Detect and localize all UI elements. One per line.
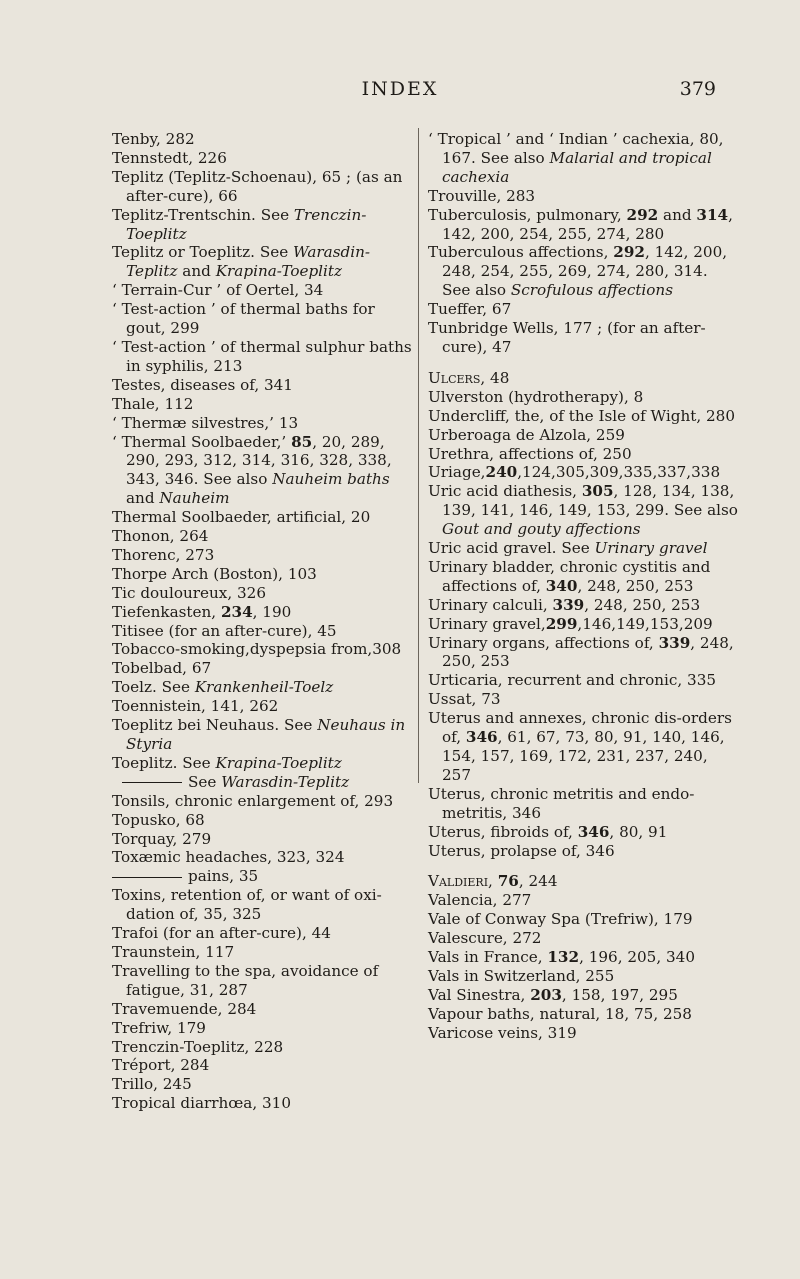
index-entry: Teplitz (Teplitz-Schoenau), 65 ; (as an after-cure), 66 — [112, 167, 403, 205]
page-title: INDEX — [361, 78, 439, 100]
index-entry: Uterus, fibroids of, 346, 80, 91 — [428, 822, 668, 841]
index-entry: Valencia, 277 — [428, 891, 532, 910]
index-entry: Vals in France, 132, 196, 205, 340 — [428, 948, 695, 967]
index-entry: Tunbridge Wells, 177 ; (for an after-cure), 47 — [428, 319, 706, 356]
index-entry: Thermal Soolbaeder, artificial, 20 — [112, 508, 371, 527]
index-entry: ‘ Test-action ’ of thermal sulphur baths in syphilis, 213 — [112, 337, 412, 375]
index-entry: Tobelbad, 67 — [112, 659, 212, 678]
index-entry: Urberoaga de Alzola, 259 — [428, 425, 625, 444]
index-entry: ‘ Thermæ silvestres,’ 13 — [112, 413, 299, 432]
index-entry: Thorpe Arch (Boston), 103 — [112, 564, 317, 583]
index-entry: Toeplitz. See Krapina-Toeplitz — [112, 753, 342, 772]
index-entry: Tiefenkasten, 234, 190 — [112, 602, 292, 621]
index-entry: Ulcers, 48 — [428, 368, 510, 387]
index-entry: Urethra, affections of, 250 — [428, 444, 632, 463]
index-entry: Toelz. See Krankenheil-Toelz — [112, 678, 334, 697]
index-entry: Topusko, 68 — [112, 810, 205, 829]
index-entry: Tropical diarrhœa, 310 — [112, 1094, 292, 1113]
index-entry: ‘ Thermal Soolbaeder,’ 85, 20, 289, 290, 293, 312, 314, 316, 328, 338, 343, 346. See also Nauheim baths and Nauheim — [112, 432, 392, 508]
index-entry: Tennstedt, 226 — [112, 148, 227, 167]
index-entry: pains, 35 — [112, 867, 412, 886]
index-entry: Tenby, 282 — [112, 130, 195, 148]
index-entry: ‘ Tropical ’ and ‘ Indian ’ cachexia, 80, 167. See also Malarial and tropical cachexia — [428, 130, 724, 186]
section-gap — [428, 357, 738, 369]
index-entry: ‘ Test-action ’ of thermal baths for gout, 299 — [112, 300, 375, 338]
index-entry: Thorenc, 273 — [112, 545, 215, 564]
index-entry: Thale, 112 — [112, 394, 194, 413]
index-entry: Tonsils, chronic enlargement of, 293 — [112, 791, 394, 810]
index-entry: Urticaria, recurrent and chronic, 335 — [428, 671, 717, 690]
index-entry: Vals in Switzerland, 255 — [428, 966, 615, 985]
index-entry: Trillo, 245 — [112, 1075, 192, 1094]
index-entry: Vale of Conway Spa (Trefriw), 179 — [428, 910, 693, 929]
index-entry: Toeplitz bei Neuhaus. See Neuhaus in Styria — [112, 716, 406, 753]
index-entry: Travemuende, 284 — [112, 999, 257, 1018]
index-entry: Toxæmic headaches, 323, 324 — [112, 848, 345, 867]
index-entry: Varicose veins, 319 — [428, 1023, 577, 1042]
index-entry: Urinary calculi, 339, 248, 250, 253 — [428, 595, 701, 614]
page-number: 379 — [679, 78, 716, 100]
index-entry: Trefriw, 179 — [112, 1018, 206, 1037]
index-entry: Toxins, retention of, or want of oxi-dation of, 35, 325 — [112, 886, 382, 924]
index-entry: Teplitz or Toeplitz. See Warasdin-Teplitz and Krapina-Toeplitz — [112, 243, 370, 281]
index-entry: Ulverston (hydrotherapy), 8 — [428, 387, 644, 406]
index-entry: Testes, diseases of, 341 — [112, 375, 293, 394]
index-entry: Torquay, 279 — [112, 829, 212, 848]
index-entry: Uriage,240,124,305,309,335,337,338 — [428, 463, 721, 482]
index-entry: Valdieri, 76, 244 — [428, 872, 558, 891]
index-entry: Uric acid gravel. See Urinary gravel — [428, 539, 708, 558]
index-entry: Urinary bladder, chronic cystitis and affections of, 340, 248, 250, 253 — [428, 557, 711, 595]
index-entry: Toennistein, 141, 262 — [112, 697, 279, 716]
index-entry: Uterus, prolapse of, 346 — [428, 841, 615, 860]
index-entry: Tuberculous affections, 292, 142, 200, 248, 254, 255, 269, 274, 280, 314. See also Scrofulous affections — [428, 243, 728, 300]
index-entry: Urinary gravel,299,146,149,153,209 — [428, 614, 713, 633]
index-entry: Tréport, 284 — [112, 1056, 210, 1075]
index-entry: Traunstein, 117 — [112, 942, 235, 961]
index-entry: ‘ Terrain-Cur ’ of Oertel, 34 — [112, 281, 324, 300]
index-entry: Vapour baths, natural, 18, 75, 258 — [428, 1004, 692, 1023]
index-entry: Tic douloureux, 326 — [112, 583, 266, 602]
index-entry: Tobacco-smoking,dyspepsia from,308 — [112, 640, 402, 659]
index-entry: Uterus, chronic metritis and endo-metritis, 346 — [428, 784, 695, 822]
index-entry: Trouville, 283 — [428, 186, 536, 205]
index-entry: See Warasdin-Teplitz — [112, 773, 412, 792]
index-entry: Trenczin-Toeplitz, 228 — [112, 1037, 284, 1056]
index-entry: Undercliff, the, of the Isle of Wight, 280 — [428, 406, 736, 425]
index-entry: Uterus and annexes, chronic dis-orders of, 346, 61, 67, 73, 80, 91, 140, 146, 154, 157, 169, 172, 231, 237, 240, 257 — [428, 709, 732, 784]
index-column-right — [428, 130, 738, 1043]
index-entry: Tuberculosis, pulmonary, 292 and 314, 142, 200, 254, 255, 274, 280 — [428, 205, 733, 243]
index-entry: Val Sinestra, 203, 158, 197, 295 — [428, 985, 678, 1004]
index-entry: Travelling to the spa, avoidance of fatigue, 31, 287 — [112, 961, 379, 999]
index-entry: Trafoi (for an after-cure), 44 — [112, 924, 331, 943]
index-entry: Tueffer, 67 — [428, 300, 512, 319]
index-column-left — [112, 130, 412, 1113]
index-entry: Thonon, 264 — [112, 527, 209, 546]
section-gap — [428, 860, 738, 872]
index-entry: Ussat, 73 — [428, 690, 501, 709]
column-divider — [418, 128, 419, 783]
page-header — [0, 74, 800, 104]
index-entry: Teplitz-Trentschin. See Trenczin-Toeplitz — [112, 205, 367, 243]
index-entry: Uric acid diathesis, 305, 128, 134, 138, 139, 141, 146, 149, 153, 299. See also Gout and gouty affections — [428, 482, 738, 539]
index-entry: Urinary organs, affections of, 339, 248, 250, 253 — [428, 633, 734, 671]
index-entry: Valescure, 272 — [428, 929, 542, 948]
index-entry: Titisee (for an after-cure), 45 — [112, 621, 337, 640]
